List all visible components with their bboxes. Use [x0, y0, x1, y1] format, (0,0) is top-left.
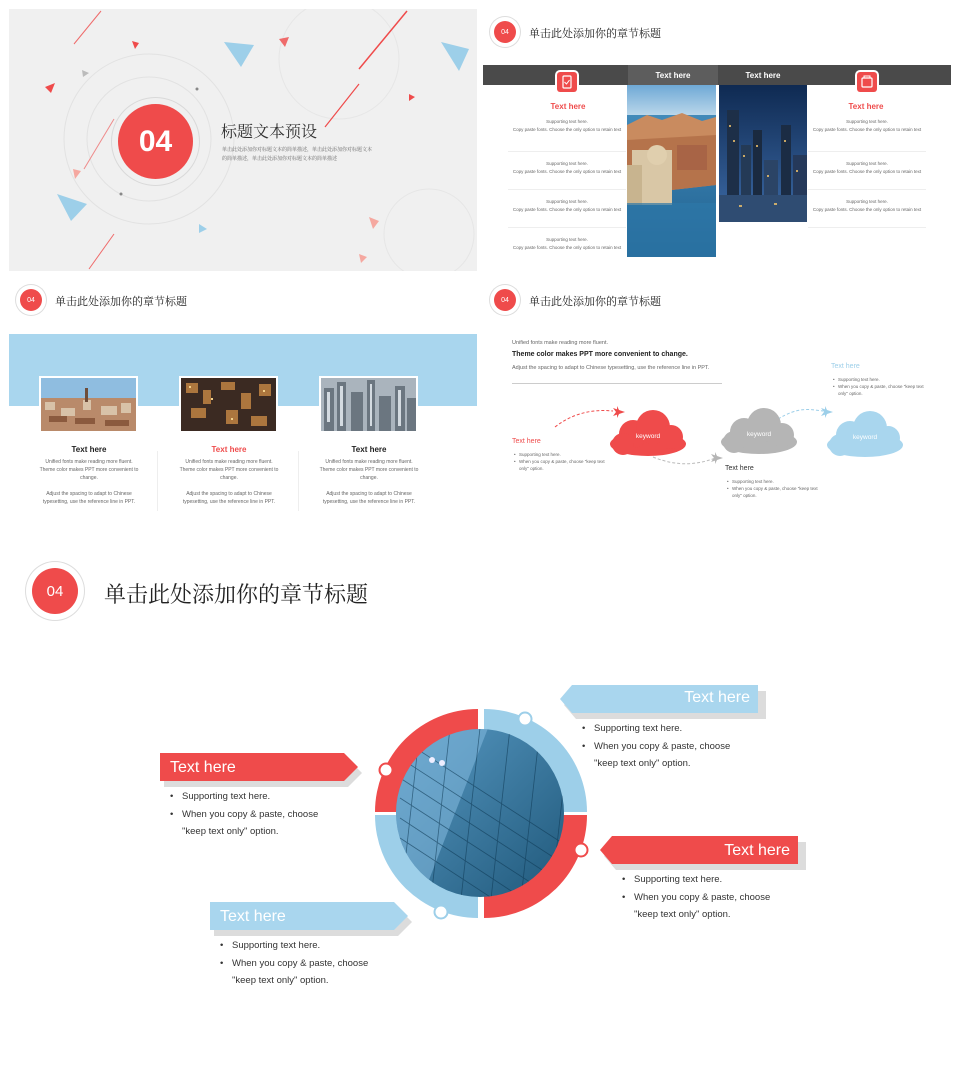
bullet-continuation: [580, 755, 770, 773]
divider: [157, 451, 158, 511]
bullet-continuation: [620, 906, 810, 924]
skyline-photo: [719, 85, 807, 222]
item-line-1: Supporting text here.: [846, 119, 888, 124]
tag-label-left: Text here: [170, 759, 236, 776]
bullet-continuation: [512, 465, 612, 472]
badge-number: 04: [501, 296, 509, 304]
block-heading: Text here: [725, 465, 754, 472]
bullets-left: [168, 788, 358, 841]
block-heading: Text here: [512, 438, 541, 445]
bullet: • Supporting text here.: [168, 788, 358, 806]
card-text: Theme color makes PPT more convenient to: [179, 467, 279, 473]
list-item: [808, 114, 926, 152]
bullet-continuation: [831, 390, 931, 397]
bullet: • Supporting text here.: [725, 478, 825, 485]
slide-3-photo-cards: [9, 279, 477, 541]
item-line-2: Copy paste fonts. Choose the only option to retain text: [512, 169, 622, 174]
keyword-gray: keyword: [746, 431, 772, 438]
slide-description-line-2: 的简单描述，单击此处添加你对标题文本的简单描述: [222, 156, 338, 162]
section-title: 单击此处添加你的章节标题: [529, 295, 661, 308]
plane-icon-gray: [711, 452, 723, 464]
badge-number: 04: [138, 124, 173, 158]
tag-label-bottom-right: Text here: [724, 842, 790, 859]
bullet: • Supporting text here.: [620, 871, 810, 889]
card-text: change.: [80, 475, 98, 481]
item-line-1: Supporting text here.: [546, 119, 588, 124]
section-title: 单击此处添加你的章节标题: [529, 27, 661, 40]
section-number-badge: [494, 21, 516, 43]
block-bullets: [831, 376, 931, 397]
item-line-2: Copy paste fonts. Choose the only option to retain text: [512, 127, 622, 132]
bullet-text: "keep text only" option.: [182, 826, 279, 837]
card-text: Theme color makes PPT more convenient to: [39, 467, 139, 473]
tablet-icon: [557, 72, 577, 92]
item-line-2: Copy paste fonts. Choose the only option to retain text: [812, 127, 922, 132]
tag-label-bottom-left: Text here: [220, 908, 286, 925]
bullet-text: only" option.: [732, 493, 757, 498]
old-town-photo: [627, 85, 716, 257]
card-text: typesetting, use the reference line in PPT.: [42, 499, 136, 505]
card-heading: Text here: [71, 445, 107, 454]
bullet-continuation: [218, 972, 408, 990]
bullet: • When you copy & paste, choose "keep text: [725, 485, 825, 492]
badge-number: 04: [27, 296, 35, 304]
section-number-badge: [32, 568, 78, 614]
card-text: Adjust the spacing to adapt to Chinese: [46, 491, 132, 497]
item-line-1: Supporting text here.: [546, 237, 588, 242]
bullet: • When you copy & paste, choose: [218, 955, 408, 973]
right-text-block: [831, 363, 931, 397]
right-list: [808, 114, 926, 228]
bar-label-1: Text here: [655, 71, 691, 80]
item-line-2: Copy paste fonts. Choose the only option to retain text: [812, 207, 922, 212]
block-bullets: [512, 451, 612, 472]
card-text: typesetting, use the reference line in PPT.: [182, 499, 276, 505]
item-line-2: Copy paste fonts. Choose the only option to retain text: [512, 207, 622, 212]
list-item: [508, 228, 626, 266]
plane-icon-blue: [821, 406, 833, 418]
card-2: [174, 445, 284, 506]
card-text: Unified fonts make reading more fluent.: [45, 459, 133, 465]
card-text: typesetting, use the reference line in PPT.: [322, 499, 416, 505]
intro-line-3: Adjust the spacing to adapt to Chinese typesetting, use the reference line in PPT.: [512, 365, 710, 371]
slide-title: 标题文本预设: [221, 122, 318, 141]
card-text: change.: [360, 475, 378, 481]
list-item: [508, 190, 626, 228]
bullet-text: only" option.: [519, 466, 544, 471]
bullet: • Supporting text here.: [580, 720, 770, 738]
card-heading: Text here: [211, 445, 247, 454]
bullet: • Supporting text here.: [512, 451, 612, 458]
bullet: • Supporting text here.: [218, 937, 408, 955]
keyword-red: keyword: [635, 433, 661, 440]
bullet: • When you copy & paste, choose: [620, 889, 810, 907]
item-line-2: Copy paste fonts. Choose the only option to retain text: [812, 169, 922, 174]
slide-4-keyword-clouds: [483, 279, 951, 541]
bar-label-2: Text here: [745, 71, 781, 80]
mid-text-block: [725, 465, 825, 499]
plane-icon-red: [613, 406, 625, 418]
card-text: Unified fonts make reading more fluent.: [325, 459, 413, 465]
card-text: Adjust the spacing to adapt to Chinese: [186, 491, 272, 497]
slide-1-title: [9, 9, 477, 271]
card-1: [34, 445, 144, 506]
bullet: • When you copy & paste, choose "keep text: [831, 383, 931, 390]
list-item: [808, 190, 926, 228]
bullet-continuation: [725, 492, 825, 499]
right-heading: Text here: [848, 102, 884, 111]
bullet-text: "keep text only" option.: [232, 975, 329, 986]
bullet-continuation: [168, 823, 358, 841]
item-line-1: Supporting text here.: [546, 161, 588, 166]
card-3: [314, 445, 424, 506]
item-line-2: Copy paste fonts. Choose the only option to retain text: [512, 245, 622, 250]
block-bullets: [725, 478, 825, 499]
bullet-text: "keep text only" option.: [634, 909, 731, 920]
card-text: Unified fonts make reading more fluent.: [185, 459, 273, 465]
keyword-blue: keyword: [852, 434, 878, 441]
intro-line-2: Theme color makes PPT more convenient to change.: [512, 351, 688, 358]
card-text: Adjust the spacing to adapt to Chinese: [326, 491, 412, 497]
list-item: [508, 152, 626, 190]
list-item: [508, 114, 626, 152]
bullet: • Supporting text here.: [831, 376, 931, 383]
item-line-1: Supporting text here.: [546, 199, 588, 204]
intro-line-1: Unified fonts make reading more fluent.: [512, 340, 608, 346]
slide-description-line-1: 单击此处添加你对标题文本的简单描述，单击此处添加你对标题文本: [222, 147, 373, 153]
bullet: • When you copy & paste, choose "keep text: [512, 458, 612, 465]
badge-number: 04: [46, 582, 64, 600]
card-text: change.: [220, 475, 238, 481]
bullet-text: "keep text only" option.: [594, 758, 691, 769]
divider: [298, 451, 299, 511]
list-item: [808, 152, 926, 190]
item-line-1: Supporting text here.: [846, 199, 888, 204]
badge-number: 04: [501, 28, 509, 36]
card-heading: Text here: [351, 445, 387, 454]
slide-2-city-columns: [483, 9, 951, 271]
section-title: 单击此处添加你的章节标题: [104, 583, 369, 608]
bullets-bottom-right: [620, 871, 810, 924]
city-photo-1: [41, 378, 136, 431]
left-heading: Text here: [550, 102, 586, 111]
shop-icon: [857, 72, 877, 92]
tag-label-top-right: Text here: [684, 689, 750, 706]
left-list: [508, 114, 626, 266]
bullets-bottom-left: [218, 937, 408, 990]
cloud-flow-diagram: [483, 279, 951, 541]
item-line-1: Supporting text here.: [846, 161, 888, 166]
card-text: Theme color makes PPT more convenient to: [319, 467, 419, 473]
section-number-badge: [118, 104, 193, 179]
bullet: • When you copy & paste, choose: [168, 806, 358, 824]
bullet: • When you copy & paste, choose: [580, 738, 770, 756]
section-title: 单击此处添加你的章节标题: [55, 295, 187, 308]
city-photo-3: [321, 378, 416, 431]
block-heading: Text here: [831, 363, 860, 370]
city-photo-2: [181, 378, 276, 431]
bullets-top-right: [580, 720, 770, 773]
section-number-badge: [20, 289, 42, 311]
slide-5-ring-diagram: [0, 548, 960, 1084]
bullet-text: only" option.: [838, 391, 863, 396]
left-text-block: [512, 438, 612, 472]
